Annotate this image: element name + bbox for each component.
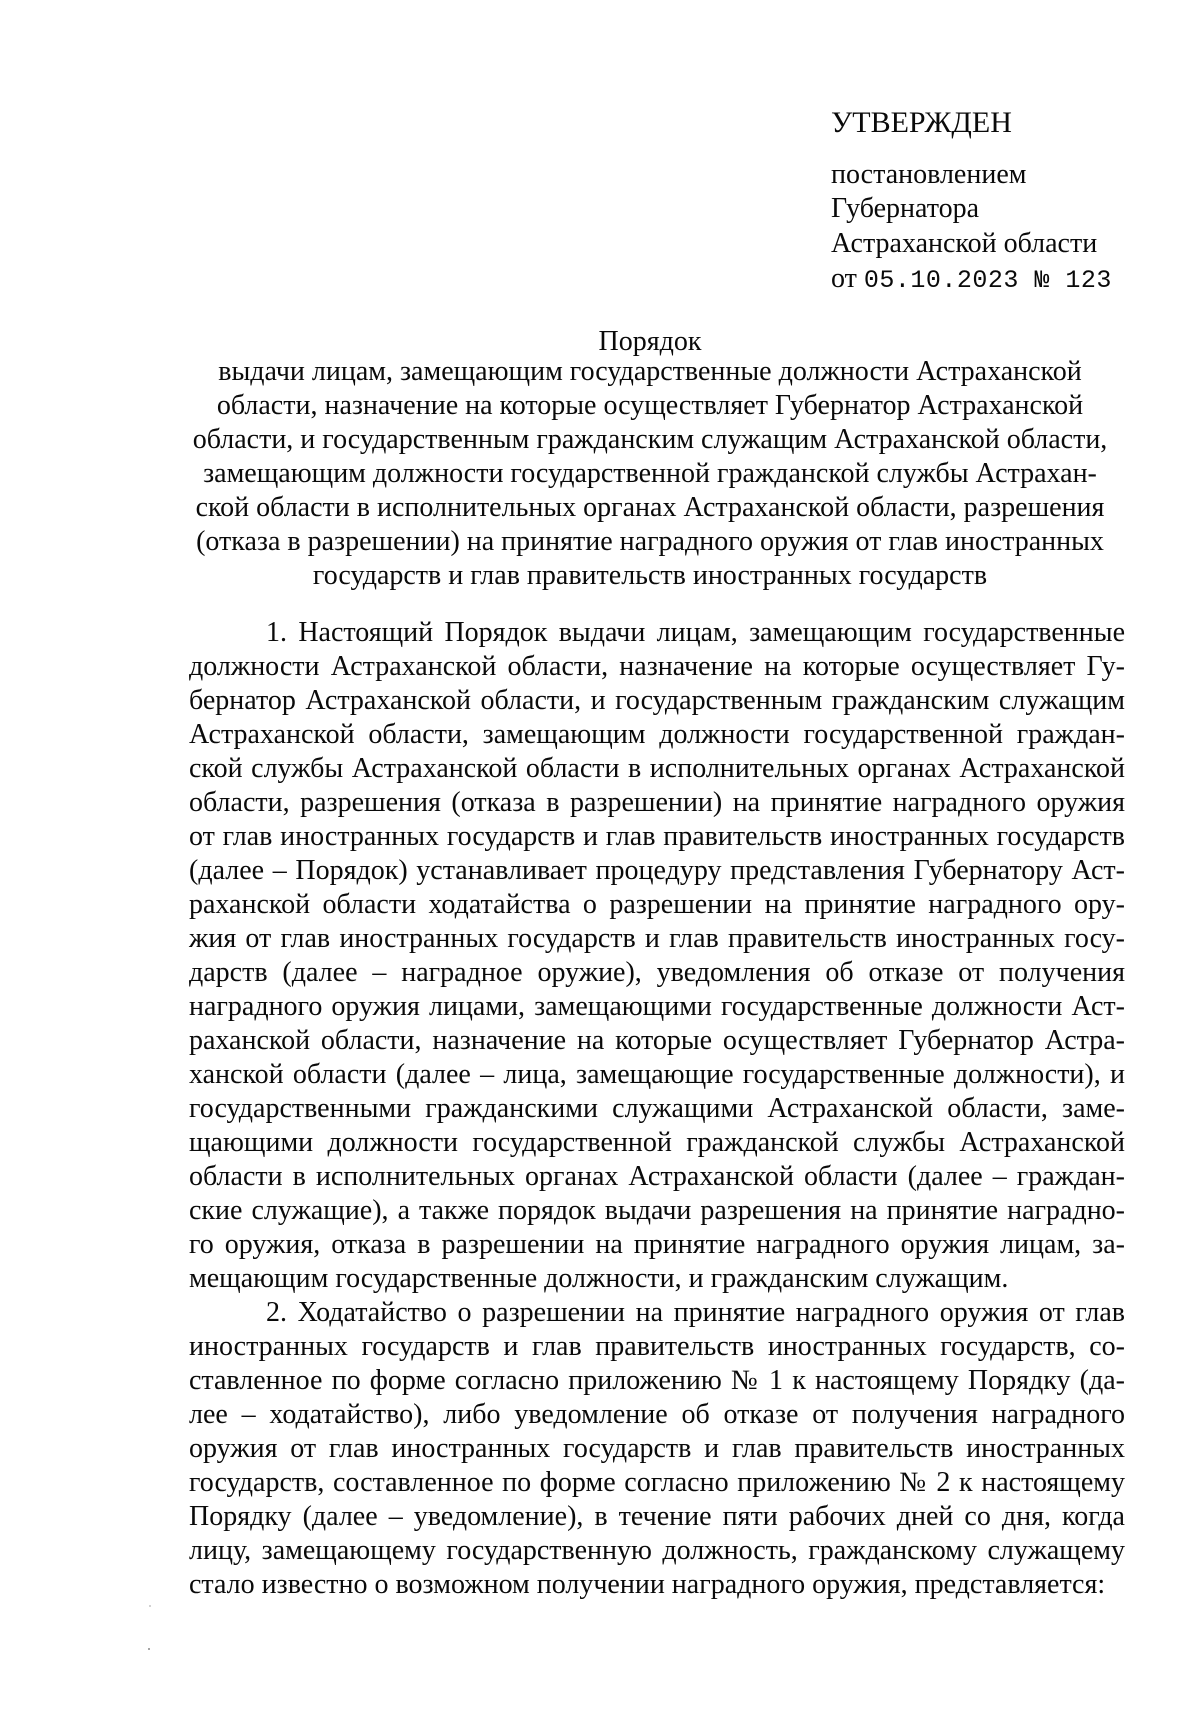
title-line: замещающим должности государственной гражданской службы Астрахан-: [203, 458, 1097, 489]
paragraph-line: от глав иностранных государств и глав правительств иностранных государств: [189, 821, 1125, 852]
paragraph-line: оружия от глав иностранных государств и глав правительств иностранных: [189, 1433, 1125, 1464]
paragraph-line: жия от глав иностранных государств и глав правительств иностранных госу-: [189, 923, 1125, 954]
document-title-heading: Порядок: [598, 326, 702, 357]
scan-speck: [149, 1605, 151, 1607]
paragraph-line: мещающим государственные должности, и гражданским служащим.: [189, 1263, 1009, 1294]
title-line: ской области в исполнительных органах Астраханской области, разрешения: [195, 492, 1105, 523]
title-line: выдачи лицам, замещающим государственные должности Астраханской: [218, 356, 1082, 387]
paragraph-line: 2. Ходатайство о разрешении на принятие наградного оружия от глав: [266, 1297, 1125, 1328]
paragraph-line: щающими должности государственной гражданской службы Астраханской: [189, 1127, 1125, 1158]
approval-date-prefix: от: [831, 263, 857, 294]
paragraph-line: области в исполнительных органах Астраханской области (далее – граждан-: [189, 1161, 1125, 1192]
paragraph-line: наградного оружия лицами, замещающими государственные должности Аст-: [189, 991, 1125, 1022]
title-line: (отказа в разрешении) на принятие наградного оружия от глав иностранных: [196, 526, 1104, 557]
paragraph-line: 1. Настоящий Порядок выдачи лицам, замещающим государственные: [266, 617, 1125, 648]
paragraph-line: раханской области ходатайства о разрешении на принятие наградного ору-: [189, 889, 1125, 920]
paragraph-line: бернатор Астраханской области, и государственным гражданским служащим: [189, 685, 1125, 716]
title-line: области, и государственным гражданским служащим Астраханской области,: [192, 424, 1108, 455]
paragraph-line: ставленное по форме согласно приложению № 1 к настоящему Порядку (да-: [189, 1365, 1125, 1396]
paragraph-line: лицу, замещающему государственную должность, гражданскому служащему: [189, 1535, 1125, 1566]
paragraph-line: Порядку (далее – уведомление), в течение пяти рабочих дней со дня, когда: [189, 1501, 1125, 1532]
approval-date-number: 05.10.2023 № 123: [863, 266, 1112, 295]
paragraph-line: Астраханской области, замещающим должности государственной граждан-: [189, 719, 1125, 750]
approval-line-1: постановлением: [831, 159, 1027, 190]
approval-date-line: [831, 263, 1112, 295]
approval-heading: УТВЕРЖДЕН: [831, 106, 1012, 139]
title-line: государств и глав правительств иностранных государств: [312, 560, 988, 591]
paragraph-line: ской службы Астраханской области в исполнительных органах Астраханской: [189, 753, 1125, 784]
paragraph-line: раханской области, назначение на которые осуществляет Губернатор Астра-: [189, 1025, 1125, 1056]
paragraph-line: (далее – Порядок) устанавливает процедуру представления Губернатору Аст-: [189, 855, 1125, 886]
paragraph-line: государств, составленное по форме согласно приложению № 2 к настоящему: [189, 1467, 1125, 1498]
paragraph-line: стало известно о возможном получении наградного оружия, представляется:: [189, 1569, 1106, 1600]
title-line: области, назначение на которые осуществляет Губернатор Астраханской: [216, 390, 1084, 421]
paragraph-line: иностранных государств и глав правительств иностранных государств, со-: [189, 1331, 1125, 1362]
paragraph-line: лее – ходатайство), либо уведомление об отказе от получения наградного: [189, 1399, 1125, 1430]
paragraph-line: области, разрешения (отказа в разрешении) на принятие наградного оружия: [189, 787, 1125, 818]
approval-line-2: Губернатора: [831, 193, 980, 224]
paragraph-line: ские служащие), а также порядок выдачи разрешения на принятие награднo-: [189, 1195, 1125, 1226]
paragraph-line: го оружия, отказа в разрешении на принятие наградного оружия лицам, за-: [189, 1229, 1125, 1260]
paragraph-line: должности Астраханской области, назначение на которые осуществляет Гу-: [189, 651, 1125, 682]
paragraph-line: дарств (далее – наградное оружие), уведомления об отказе от получения: [189, 957, 1125, 988]
paragraph-line: государственными гражданскими служащими Астраханской области, заме-: [189, 1093, 1125, 1124]
scan-speck: [148, 1648, 150, 1650]
paragraph-line: ханской области (далее – лица, замещающие государственные должности), и: [189, 1059, 1125, 1090]
approval-line-3: Астраханской области: [831, 228, 1098, 259]
